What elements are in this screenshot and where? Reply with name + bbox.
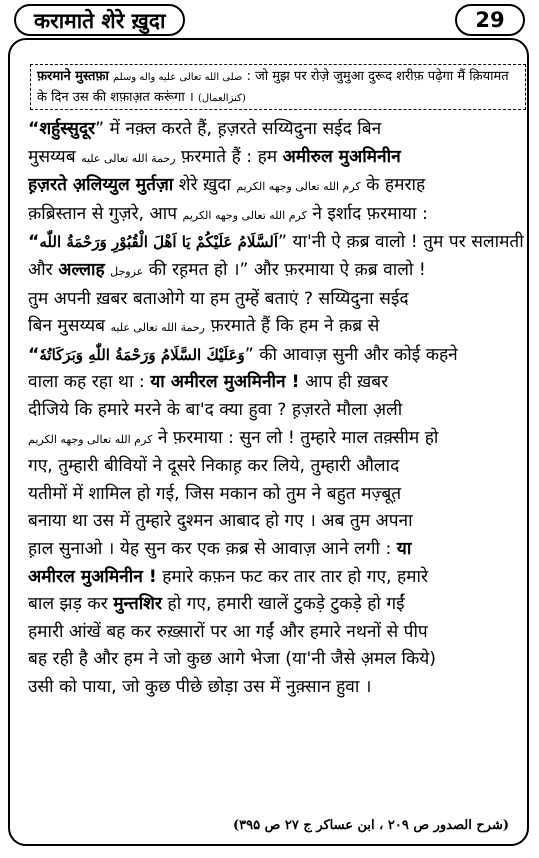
text-segment: ” की आवाज़ सुनी और कोई कहने: [244, 344, 458, 365]
text-segment: और: [28, 259, 53, 280]
text-segment: हमारे कफ़न फट कर तार तार हो गए, हमारे: [162, 566, 429, 587]
text-line: बह रही है और हम ने जो कुछ आगे भेजा (या'नी जैसे अ़मल किये): [28, 649, 437, 670]
arabic-honorific: رحمة الله تعالى عليه: [110, 321, 205, 335]
bold-word: मुन्तशिर: [113, 594, 163, 615]
reference: (شرح الصدور ص ۲۰۹ ، ابن عساکر ج ۲۷ ص ۳۹۵): [233, 818, 509, 833]
text-segment: मुसय्यब: [28, 146, 76, 167]
hadith-box: [30, 64, 526, 110]
bold-title: अमीरुल मुअमिनीन: [282, 146, 401, 167]
title-badge: [14, 4, 185, 36]
text-segment: फ़रमाते हैं कि हम ने क़ब्र से: [210, 316, 380, 337]
quote-mark: “: [28, 119, 40, 139]
text-line: उसी को पाया, जो कुछ पीछे छोड़ा उस में नुक़्सान हुवा ।: [28, 676, 372, 697]
text-segment: बाल झड़ कर: [28, 594, 108, 615]
page-number-badge: [455, 4, 525, 36]
text-line: बनाया था उस में तुम्हारे दुश्मन आबाद हो गए । अब तुम अपना: [28, 511, 413, 532]
text-line: [28, 591, 526, 619]
text-line: [28, 201, 526, 230]
text-line: [28, 313, 526, 342]
text-segment: ” या'नी ऐ क़ब्र वालो ! तुम पर सलामती: [278, 232, 524, 253]
hadith-text-1: : जो मुझ पर रोज़े जुमुआ दुरूद शरीफ़ पढ़ेगा मैं क़ियामत: [246, 69, 509, 84]
arabic-greeting: اَلسَّلَامُ عَلَيْكُمْ يَا اَهْلَ الْقُبُوْرِ وَرَحْمَةُ اللّٰه: [39, 233, 279, 252]
text-line: [28, 369, 526, 397]
text-segment: आप ही ख़बर: [305, 372, 389, 393]
text-segment: के हमराह: [366, 175, 426, 196]
text-line: [28, 144, 526, 173]
text-segment: ह़ाल सुनाओ । येह सुन कर एक क़ब्र से आवाज़ आने लगी :: [28, 538, 392, 559]
text-segment: फ़रमाते हैं : हम: [181, 146, 278, 167]
text-line: [28, 536, 526, 564]
text-line: [28, 564, 526, 592]
text-line: दीजिये कि हमारे मरने के बा'द क्या हुवा ? ह़ज़रते मौला अ़ली: [28, 399, 403, 420]
page-number: 29: [475, 8, 505, 32]
text-line: [28, 257, 526, 286]
arabic-honorific: رحمة الله تعالى عليه: [81, 151, 176, 165]
text-segment: की रह़मत हो ।” और फ़रमाया ऐ क़ब्र वालो !: [148, 259, 426, 280]
text-segment: हो गए, हमारी खालें टुकड़े टुकड़े हो गईं: [167, 594, 405, 615]
text-line: गए, तुम्हारी बीवियों ने दूसरे निकाह़ कर लिये, तुम्हारी औलाद: [28, 456, 400, 477]
text-segment: बिन मुसय्यब: [28, 316, 106, 337]
hadith-label: फ़रमाने मुस्तफ़ा: [37, 69, 109, 84]
chapter-title: करामाते शेरे ख़ुदा: [34, 9, 166, 33]
bold-title: या अमीरल मुअमिनीन !: [150, 372, 300, 393]
text-line: [28, 172, 526, 201]
arabic-honorific: عزوجل: [110, 264, 144, 278]
text-line: तुम अपनी ख़बर बताओगे या हम तुम्हें बताएं ? सय्यिदुना सईद: [28, 288, 409, 309]
text-segment: ” में नक़्ल करते हैं, ह़ज़रते सय्यिदुना सईद बिन: [95, 119, 382, 139]
text-line: [28, 425, 526, 454]
bold-title: ह़ज़रते अ़लिय्युल मुर्तज़ा: [28, 175, 174, 196]
text-segment: ने इर्शाद फ़रमाया :: [312, 203, 428, 224]
text-line: [28, 116, 526, 144]
text-segment: वाला कह रहा था :: [28, 372, 145, 393]
text-segment: क़ब्रिस्तान से गुज़रे, आप: [28, 203, 178, 224]
arabic-greeting: وَعَلَيْكَ السَّلَامُ وَرَحْمَةُ اللّٰهِ وَبَرَكَاتُهٗ: [39, 345, 245, 364]
text-line: [28, 342, 526, 370]
text-line: [28, 229, 526, 257]
hadith-source: (کنزالعمال): [197, 93, 246, 104]
body-text: [28, 116, 526, 701]
arabic-honorific: كرم الله تعالى وجهه الكريم: [236, 180, 361, 194]
bold-title: या: [396, 538, 412, 559]
bold-name: अल्लाह: [58, 259, 105, 280]
hadith-salutation: صلى الله تعالى عليه واله وسلم: [113, 72, 243, 83]
text-line: यतीमों में शामिल हो गई, जिस मकान को तुम ने बहुत मज़्बूत़: [28, 483, 402, 504]
book-name: शर्हुस्सुदूर: [39, 119, 96, 139]
hadith-text-2: के दिन उस की शफ़ाअ़त करूंगा ।: [37, 90, 194, 105]
arabic-honorific: كرم الله تعالى وجهه الكريم: [28, 432, 153, 446]
quote-mark: “: [28, 344, 40, 365]
text-segment: शेरे ख़ुदा: [178, 175, 231, 196]
arabic-honorific: كرم الله تعالى وجهه الكريم: [182, 208, 307, 222]
text-segment: ने फ़रमाया : सुन लो ! तुम्हारे माल तक़्सीम हो: [157, 427, 439, 448]
bold-title: अमीरल मुअमिनीन !: [28, 566, 157, 587]
text-line: हमारी आंखें बह कर रुख़्सारों पर आ गईं और हमारे नथनों से पीप: [28, 621, 428, 642]
quote-mark: “: [28, 232, 40, 253]
